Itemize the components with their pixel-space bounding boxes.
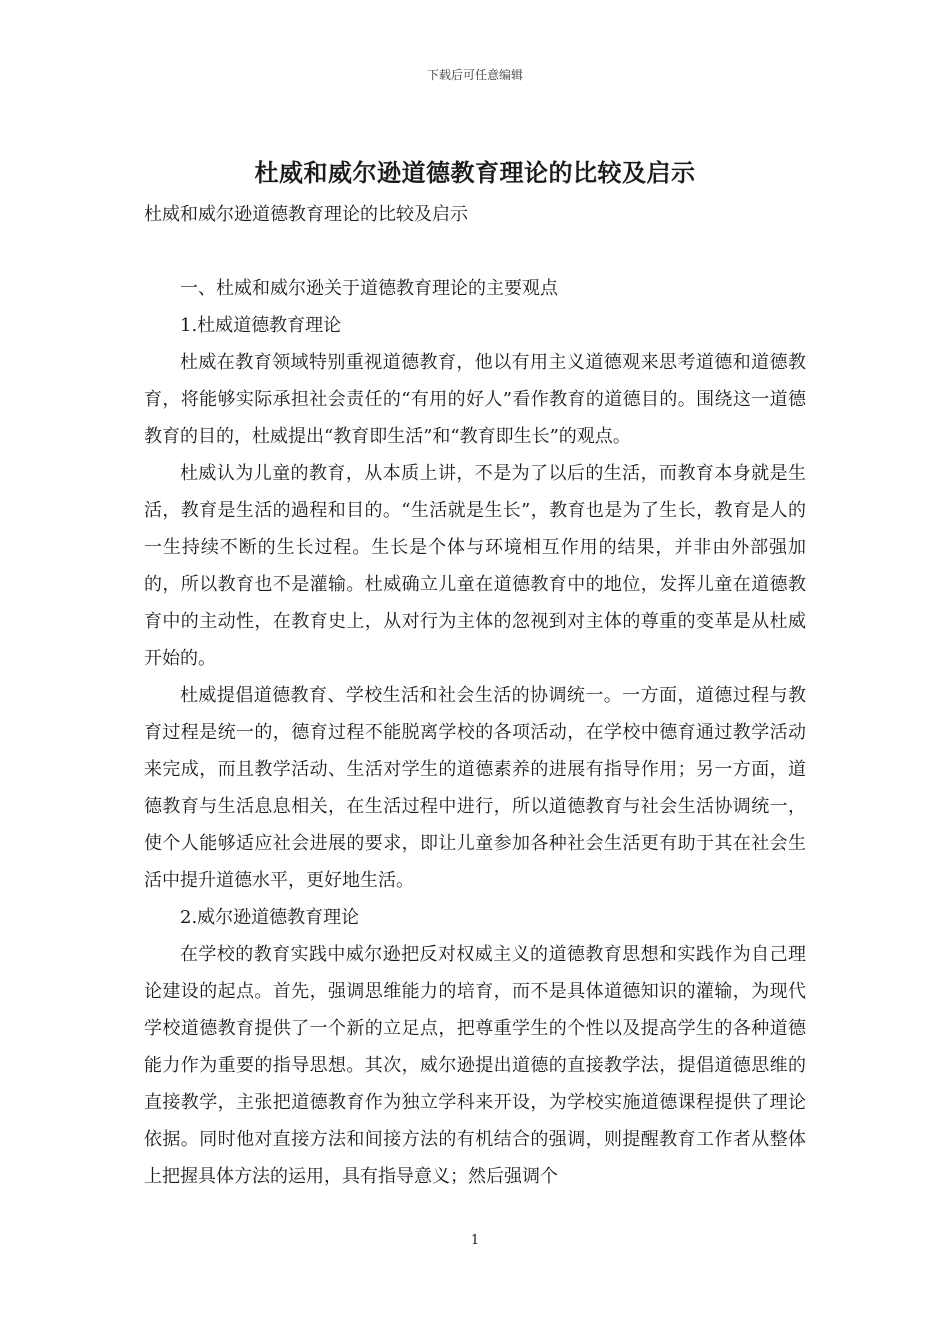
page-number: 1	[470, 1233, 480, 1248]
body-paragraph: 杜威认为儿童的教育，从本质上讲，不是为了以后的生活，而教育本身就是生活，教育是生活的過程和目的。“生活就是生长”，教育也是为了生长，教育是人的一生持续不断的生长过程。生长是个体与环境相互作用的结果，并非由外部强加的，所以教育也不是灌输。杜威确立儿童在道德教育中的地位，发挥儿童在道德教育中的主动性，在教育史上，从对行为主体的忽视到对主体的尊重的变革是从杜威开始的。	[144, 463, 806, 669]
body-paragraph: 杜威提倡道德教育、学校生活和社会生活的协调统一。一方面，道德过程与教育过程是统一的，德育过程不能脱离学校的各项活动，在学校中德育通过教学活动来完成，而且教学活动、生活对学生的道德素养的进展有指导作用；另一方面，道德教育与生活息息相关，在生活过程中进行，所以道德教育与社会生活协调统一，使个人能够适应社会进展的要求，即让儿童参加各种社会生活更有助于其在社会生活中提升道德水平，更好地生活。	[144, 685, 806, 891]
header-note: 下载后可任意编辑	[426, 68, 523, 82]
section-heading: 一、杜威和威尔逊关于道德教育理论的主要观点	[180, 278, 558, 299]
subsection-heading: 1.杜威道德教育理论	[180, 315, 342, 336]
subsection-heading: 2.威尔逊道德教育理论	[180, 907, 360, 928]
document-body	[144, 270, 806, 1195]
document-subtitle: 杜威和威尔逊道德教育理论的比较及启示	[144, 204, 468, 225]
body-paragraph: 杜威在教育领域特别重视道德教育，他以有用主义道德观来思考道德和道德教育，将能够实际承担社会责任的“有用的好人”看作教育的道德目的。围绕这一道德教育的目的，杜威提出“教育即生活”和“教育即生长”的观点。	[144, 352, 806, 447]
body-paragraph: 在学校的教育实践中威尔逊把反对权威主义的道德教育思想和实践作为自己理论建设的起点。首先，强调思维能力的培育，而不是具体道德知识的灌输，为现代学校道德教育提供了一个新的立足点，把尊重学生的个性以及提高学生的各种道德能力作为重要的指导思想。其次，威尔逊提出道德的直接教学法，提倡道德思维的直接教学，主张把道德教育作为独立学科来开设，为学校实施道德课程提供了理论依据。同时他对直接方法和间接方法的有机结合的强调，则提醒教育工作者从整体上把握具体方法的运用，具有指导意义；然后强调个	[144, 944, 806, 1187]
document-title: 杜威和威尔逊道德教育理论的比较及启示	[254, 158, 696, 187]
